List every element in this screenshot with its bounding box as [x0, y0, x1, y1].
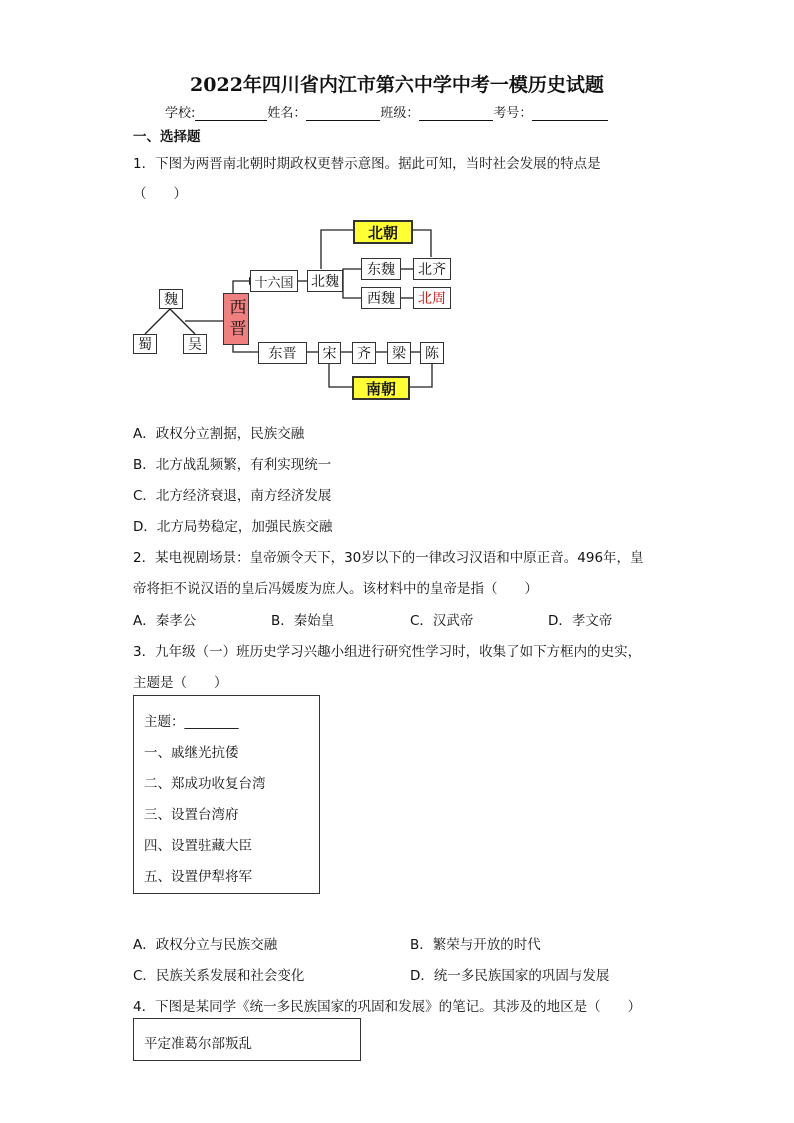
box-shu: 蜀 — [133, 334, 157, 354]
box-dongwei: 东魏 — [361, 258, 401, 280]
q3-stem-line2: 主题是（ ） — [133, 675, 228, 691]
box-wu: 吴 — [183, 334, 207, 354]
q2-option-d[interactable]: D．孝文帝 — [548, 613, 613, 629]
box-beichao: 北朝 — [353, 220, 413, 244]
box-shiliuguo: 十六国 — [250, 270, 298, 292]
box-song: 宋 — [318, 342, 341, 364]
page-title: 2022年四川省内江市第六中学中考一模历史试题 — [190, 74, 604, 96]
q3-option-b[interactable]: B．繁荣与开放的时代 — [410, 937, 541, 953]
box-beiwei: 北魏 — [307, 270, 343, 292]
exam-no-label: 考号： — [493, 106, 533, 121]
q1-option-a[interactable]: A．政权分立割据，民族交融 — [133, 426, 305, 442]
class-label: 班级： — [380, 106, 420, 121]
school-label: 学校: — [165, 106, 196, 121]
q3-box-item-1: 一、戚继光抗倭 — [144, 745, 239, 761]
box-xiwei: 西魏 — [361, 287, 401, 309]
q3-option-d[interactable]: D．统一多民族国家的巩固与发展 — [410, 968, 610, 984]
q1-option-c[interactable]: C．北方经济衰退，南方经济发展 — [133, 488, 332, 504]
q3-box-item-5: 五、设置伊犁将军 — [144, 869, 252, 885]
box-chen: 陈 — [420, 342, 444, 364]
box-wei: 魏 — [159, 289, 183, 309]
box-dongjin: 东晋 — [258, 342, 307, 364]
name-label: 姓名： — [267, 106, 307, 121]
q3-box-item-4: 四、设置驻藏大臣 — [144, 838, 252, 854]
box-qi: 齐 — [352, 342, 376, 364]
q2-option-c[interactable]: C．汉武帝 — [410, 613, 474, 629]
q3-facts-box — [133, 695, 320, 894]
q4-note-text: 平定准葛尔部叛乱 — [144, 1036, 252, 1052]
q2-option-a[interactable]: A．秦孝公 — [133, 613, 197, 629]
dynasty-succession-diagram — [128, 212, 458, 404]
box-xijin: 西晋 — [223, 293, 249, 345]
box-beiqi: 北齐 — [413, 258, 451, 280]
box-nanchao: 南朝 — [352, 376, 410, 400]
q3-option-c[interactable]: C．民族关系发展和社会变化 — [133, 968, 305, 984]
q2-option-b[interactable]: B．秦始皇 — [271, 613, 335, 629]
exam-no-blank[interactable] — [532, 106, 608, 121]
q1-stem-line2: （ ） — [133, 186, 187, 202]
q4-note-box — [133, 1018, 361, 1061]
name-blank[interactable] — [306, 106, 380, 121]
q1-option-b[interactable]: B．北方战乱频繁，有利实现统一 — [133, 457, 332, 473]
q1-option-d[interactable]: D．北方局势稳定，加强民族交融 — [133, 519, 333, 535]
q3-box-item-3: 三、设置台湾府 — [144, 807, 239, 823]
q1-stem-line1: 1．下图为两晋南北朝时期政权更替示意图。据此可知，当时社会发展的特点是 — [133, 156, 601, 172]
q3-option-a[interactable]: A．政权分立与民族交融 — [133, 937, 278, 953]
q3-stem-line1: 3．九年级（一）班历史学习兴趣小组进行研究性学习时，收集了如下方框内的史实， — [133, 644, 642, 660]
student-info-line — [165, 102, 608, 121]
section-title: 一、选择题 — [133, 129, 201, 145]
q2-stem-line2: 帝将拒不说汉语的皇后冯媛废为庶人。该材料中的皇帝是指（ ） — [133, 581, 538, 597]
q2-stem-line1: 2．某电视剧场景：皇帝颁令天下，30岁以下的一律改习汉语和中原正音。496年，皇 — [133, 550, 644, 566]
box-liang: 梁 — [387, 342, 411, 364]
q4-stem-line1: 4．下图是某同学《统一多民族国家的巩固和发展》的笔记。其涉及的地区是（ ） — [133, 999, 642, 1015]
school-blank[interactable] — [195, 106, 267, 121]
q3-box-theme: 主题：________ — [144, 714, 239, 730]
q3-box-item-2: 二、郑成功收复台湾 — [144, 776, 266, 792]
class-blank[interactable] — [419, 106, 493, 121]
box-beizhou: 北周 — [413, 287, 451, 309]
